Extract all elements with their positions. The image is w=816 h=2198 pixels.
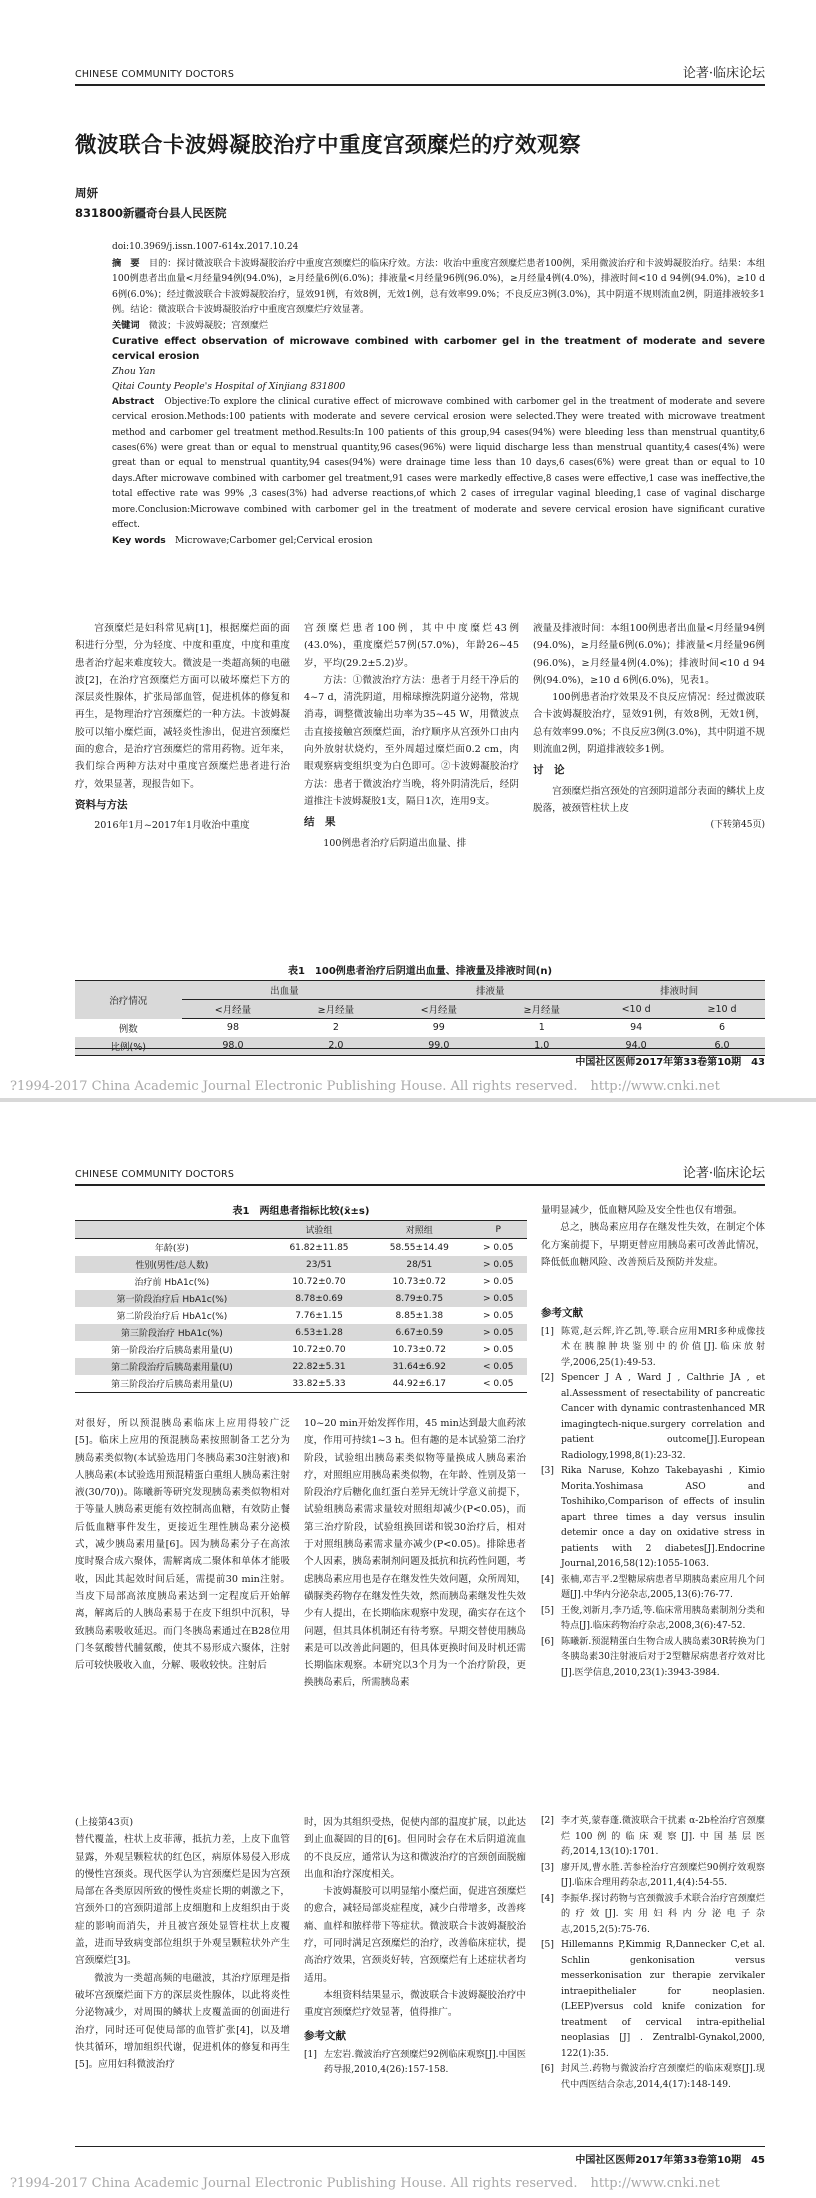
body-column-1-top [75, 1415, 290, 1809]
reference-item [541, 1464, 765, 1573]
running-header [75, 1160, 765, 1186]
table-2-header: 对照组 [369, 1221, 469, 1239]
table-cell: 1 [538, 1022, 545, 1034]
continued-from-note: (上接第43页) [75, 1817, 134, 1828]
table-row-label: 例数 [118, 1023, 138, 1035]
reference-number: [3] [541, 1862, 554, 1873]
reference-text: 李振华.探讨药物与宫颈微波手术联合治疗宫颈糜烂的疗效[J].实用妇科内分泌电子杂志,2015,2(5):75-76. [561, 1893, 765, 1935]
references-heading-bottom: 参考文献 [304, 2029, 346, 2042]
reference-item [541, 1604, 765, 1635]
doi: doi:10.3969/j.issn.1007-614x.2017.10.24 [112, 242, 299, 252]
table-cell: 6.53±1.28 [269, 1324, 369, 1341]
table-cell: 7.76±1.15 [295, 1310, 343, 1321]
table-cell: 6.0 [679, 1037, 765, 1056]
table-cell: 2.0 [284, 1037, 387, 1056]
table-cell: > 0.05 [469, 1256, 527, 1273]
reference-item [541, 1861, 765, 1892]
table-cell: 98 [226, 1022, 239, 1034]
abstract-en-text: Objective:To explore the clinical curative effect of microwave combined with carbomer gel in the treatment of moderate and severe cervical erosion.Methods:100 patients with moderate and severe cervical erosion were selected.They were treated with microwave treatment method and carbomer gel treatment method.Results:In 100 patients of this group,94 cases(94%) were bleeding less than menstrual quantity,6 cases(6%) were great than or equal to menstrual quantity,96 cases(96%) were liquid discharge less than menstrual quantity,4 cases(4%) were great than or equal to menstrual quantity,94 cases(94%) were drainage time less than 10 days,6 cases(6%) were great than or equal to 10 days.After microwave combined with carbomer gel treatment,91 cases were markedly effective,8 cases were effective,1 case was ineffective,the total effective rate was 99% ,3 cases(3%) had adverse reactions,of which 2 cases of irregular vaginal bleeding,1 case of vaginal discharge more.Conclusion:Microwave combined with carbomer gel in the treatment of moderate and severe cervical erosion have significant curative effect. [112, 396, 765, 530]
table-cell: 6.67±0.59 [369, 1324, 469, 1341]
reference-text: 左宏岩.微波治疗宫颈糜烂92例临床观察[J].中国医药导报,2010,4(26):157-158. [324, 2049, 526, 2076]
reference-number: [4] [541, 1574, 554, 1585]
reference-item [541, 1635, 765, 1682]
table-row-label: 年龄(岁) [154, 1244, 189, 1254]
section-heading-methods: 资料与方法 [75, 798, 128, 811]
body-column-2 [304, 620, 519, 960]
affiliation: 831800新疆奇台县人民医院 [75, 206, 227, 220]
table-row [75, 1324, 527, 1341]
carbomer-paragraph: 卡波姆凝胶可以明显缩小糜烂面，促进宫颈糜烂的愈合，减轻局部炎症程度，减少白带增多，改善疼痛、血样和脓样带下等症状。微波联合卡波姆凝胶治疗，可同时满足宫颈糜烂的治疗，改善临床症状，提高治疗效果，宫颈炎好转，宫颈糜烂有上述症状者均适用。 [304, 1886, 526, 1984]
table-cell: > 0.05 [469, 1290, 527, 1307]
discussion-paragraph: 宫颈糜烂指宫颈处的宫颈阴道部分表面的鳞状上皮脱落，被颈管柱状上皮 [533, 785, 765, 814]
english-affiliation: Qitai County People's Hospital of Xinjiang 831800 [112, 381, 346, 393]
body-column-3 [533, 620, 765, 960]
table-row-label: 性别(男性/总人数) [75, 1256, 269, 1273]
reference-text: 李才英,蒙春蓬.微波联合干扰素 α-2b栓治疗宫颈糜烂100例的临床观察[J].中国基层医药,2014,13(10):1701. [561, 1816, 765, 1857]
final-paragraph: 本组资料结果显示，微波联合卡波姆凝胶治疗中重度宫颈糜烂疗效显著，值得推广。 [304, 1989, 526, 2019]
english-author: Zhou Yan [112, 365, 156, 377]
table-row [75, 1019, 765, 1037]
table-1-subhead: ≥10 d [679, 1000, 765, 1019]
body-column-2-bottom [304, 1814, 526, 2144]
table-1-subhead: <月经量 [182, 1000, 285, 1019]
table-cell: 58.55±14.49 [389, 1242, 449, 1253]
reference-text: Spencer J A , Ward J , Calthrie JA , et al.Assessment of resectability of pancreatic Cancer with dynamic contrastenhanced MR imagingtech-nique.surgery correlation and patient outcome[J].European Radiology,1998,8(1):23-32. [561, 1373, 765, 1461]
table-row-label: 治疗前 HbA1c(%) [134, 1278, 210, 1288]
table-cell: < 0.05 [469, 1358, 527, 1375]
microwave-paragraph: 微波为一类超高频的电磁波，其治疗原理是指破坏宫颈糜烂面下方的深层炎性腺体，以此将炎性分泌物减少，对周围的鳞状上皮覆盖面的创面进行治疗，同时还可促使局部的血管扩张[4]，以及增快其循环，增加组织代谢，促进机体的修复和再生[5]。应用妇科微波治疗 [75, 1972, 290, 2071]
english-title: Curative effect observation of microwave combined with carbomer gel in the treatment of moderate and severe cervical erosion [112, 335, 765, 362]
reference-number: [1] [304, 2049, 317, 2060]
keywords-cn [112, 318, 765, 334]
table-cell: > 0.05 [483, 1310, 514, 1321]
footer-text: 中国社区医师2017年第33卷第10期 45 [575, 2155, 765, 2166]
reference-item [541, 1814, 765, 1861]
section-label: 论著·临床论坛 [682, 66, 765, 81]
table-row-label: 第三阶段治疗后胰岛素用量(U) [75, 1375, 269, 1393]
reference-number: [5] [541, 1940, 554, 1950]
continued-note: (下转第45页) [710, 820, 765, 831]
copyright-line: ?1994-2017 China Academic Journal Electronic Publishing House. All rights reserved. http://www.cnki.net [10, 2176, 720, 2191]
table-row [75, 1375, 527, 1393]
table-cell: 1.0 [490, 1037, 593, 1056]
table-1-subhead: <10 d [593, 1000, 679, 1019]
table-cell: 23/51 [269, 1256, 369, 1273]
reference-text: Hillemanns P,Kimmig R,Dannecker C,et al. Schlin genkonisation versus messerkonisation zur therapie zervikaler intraepithelialer for neoplasien.(LEEP)versus cold knife conization for treatment of cervical intra-epithelial neoplasias [J] . Zentralbl-Gynakol,2000, 122(1):35. [561, 1940, 765, 2059]
reference-number: [6] [541, 2064, 554, 2074]
body-column-3-top [541, 1202, 765, 1271]
reference-item [541, 1892, 765, 1939]
reference-item [541, 1938, 765, 2062]
journal-name: CHINESE COMMUNITY DOCTORS [75, 69, 235, 80]
table-row-label: 比例(%) [75, 1037, 182, 1056]
page-footer [75, 1048, 765, 1068]
abstract-en [112, 395, 765, 534]
results-paragraph: 100例患者治疗后阴道出血量、排 [323, 837, 467, 849]
section-label: 论著·临床论坛 [682, 1166, 765, 1181]
reference-text: 陈曦新.预混精蛋白生物合成人胰岛素30R转换为门冬胰岛素30注射液后对于2型糖尿病患者疗效对比[J].医学信息,2010,23(1):3943-3984. [561, 1636, 765, 1678]
table-row [75, 1239, 527, 1257]
section-heading-results: 结 果 [304, 816, 336, 829]
abstract-en-label: Abstract [112, 396, 155, 407]
running-header [75, 60, 765, 86]
reference-number: [3] [541, 1466, 554, 1476]
methods-paragraph: 2016年1月~2017年1月收治中重度 [94, 820, 250, 832]
table-1-subhead: ≥月经量 [490, 1000, 593, 1019]
table-row [75, 1341, 527, 1358]
table-2-caption: 表1 两组患者指标比较(x̄±s) [232, 1206, 370, 1217]
reference-item [541, 2062, 765, 2093]
reference-number: [2] [541, 1373, 554, 1383]
references-heading: 参考文献 [541, 1307, 583, 1319]
table-cell: 99 [432, 1022, 445, 1034]
results-continued: 液量及排液时间：本组100例患者出血量<月经量94例(94.0%)，≥月经量6例(6.0%)；排液量<月经量96例(96.0%)，≥月经量4例(4.0%)；排液时间<10 d 94例(94.0%)，≥10 d 6例(6.0%)，见表1。 [533, 623, 765, 686]
table-cell: 22.82±5.31 [269, 1358, 369, 1375]
reference-item [541, 1325, 765, 1372]
table-cell: 8.85±1.38 [395, 1310, 444, 1321]
abstract-cn-text: 目的：探讨微波联合卡波姆凝胶治疗中重度宫颈糜烂的临床疗效。方法：收治中重度宫颈糜烂患者100例，采用微波治疗和卡波姆凝胶治疗。结果：本组100例患者出血量<月经量94例(94.0%)，≥月经量6例(6.0%)；排液量<月经量96例(96.0%)，≥月经量4例(4.0%)，排液时间<10 d 94例(94.0%)，≥10 d 6例(6.0%)；经过微波联合卡波姆凝胶治疗，显效91例，有效8例，无效1例，总有效率99.0%；不良反应3例(3.0%)，其中阴道不规则流血2例，阴道排液较多1例。结论：微波联合卡波姆凝胶治疗中重度宫颈糜烂疗效显著。 [112, 257, 766, 316]
body-column-1-bottom [75, 1814, 290, 2144]
author-name: 周妍 [75, 186, 98, 200]
table-row-label: 第二阶段治疗后 HbA1c(%) [116, 1312, 228, 1322]
table-cell: 10.72±0.70 [292, 1276, 346, 1287]
table-cell: 98.0 [182, 1037, 285, 1056]
reference-item [541, 1371, 765, 1464]
treatment-paragraph: 方法：①微波治疗方法：患者于月经干净后的4~7 d，清洗阴道，用棉球擦洗阴道分泌物，常规消毒，调整微波输出功率为35~45 W，用微波点击直接接触宫颈糜烂面，治疗顺序从宫颈外口由内向外放射状烧灼，至外周超过糜烂面0.2 cm，肉眼观察病变组织变为白色即可。②卡波姆凝胶治疗方法：患者于微波治疗当晚，将外阴清洗后，经阴道推注卡波姆凝胶1支，隔日1次，连用9支。 [304, 674, 519, 807]
table-cell: 8.78±0.69 [269, 1290, 369, 1307]
section-heading-discussion: 讨 论 [533, 764, 565, 777]
page-footer [75, 2146, 765, 2166]
body-column-2-top [304, 1415, 526, 1809]
keywords-en-label: Key words [112, 535, 166, 547]
table-cell: 94 [630, 1022, 643, 1034]
table-row [75, 1358, 527, 1375]
table-cell: 44.92±6.17 [369, 1375, 469, 1393]
table-row-label: 第三阶段治疗 HbA1c(%) [75, 1324, 269, 1341]
table-cell: 10.72±0.70 [292, 1344, 346, 1355]
table-cell: > 0.05 [469, 1324, 527, 1341]
table-row-label: 第一阶段治疗后 HbA1c(%) [75, 1290, 269, 1307]
table-cell: 10.73±0.72 [392, 1276, 446, 1287]
conclusion-fragment: 量明显减少，低血糖风险及安全性也仅有增强。 [541, 1205, 743, 1216]
keywords-en-text: Microwave;Carbomer gel;Cervical erosion [174, 535, 373, 547]
reference-text: Rika Naruse, Kohzo Takebayashi , Kimio Morita.Yoshimasa ASO and Toshihiko,Comparison of effects of insulin apart three times a day versus insulin detemir once a day on oxidative stress in patients with 2 diabetes[J].Endocrine Journal,2016,58(12):1055-1063. [561, 1466, 765, 1569]
abstract-label: 摘 要 [112, 257, 140, 269]
summary-paragraph: 总之，胰岛素应用存在继发性失效，在制定个体化方案前提下，早期更替应用胰岛素可改善此情况，降低低血糖风险、改善预后及预防并发症。 [541, 1222, 765, 1268]
table-cell: 2 [332, 1022, 339, 1034]
table-cell: > 0.05 [483, 1344, 514, 1355]
table-cell: 61.82±11.85 [289, 1242, 349, 1253]
intro-paragraph: 宫颈糜烂是妇科常见病[1]，根据糜烂面的面积进行分型，分为轻度、中度和重度，中度和重度患者治疗起来难度较大。微波是一类超高频的电磁波[2]，在治疗宫颈糜烂方面可以破坏糜烂下方的深层炎性腺体，扩张局部血管，促进机体的修复和再生，是物理治疗宫颈糜烂的一种方法。卡波姆凝胶可以缩小糜烂面，减轻炎性渗出，促进宫颈糜烂面的愈合，是治疗宫颈糜烂的常用药物。近年来，我们综合两种方法对中重度宫颈糜烂患者进行治疗，效果显著，现报告如下。 [75, 623, 290, 790]
table-cell: > 0.05 [483, 1242, 514, 1253]
references-top [541, 1302, 765, 1681]
keywords-label: 关键词 [112, 319, 140, 331]
reference-text: 陈霓,赵云辉,许乙凯,等.联合应用MRI多种成像技术在胰腺肿块鉴别中的价值[J].临床放射学,2006,25(1):49-53. [561, 1326, 765, 1368]
table-cell: 99.0 [387, 1037, 490, 1056]
insulin-paragraph: 对很好，所以预混胰岛素临床上应用得较广泛[5]。临床上应用的预混胰岛素按照制备工艺分为胰岛素类似物(本试验选用门冬胰岛素30注射液)和人胰岛素(本试验选用预混精蛋白重组人胰岛素注射液(30/70))。陈曦新等研究发现胰岛素类似物相对于等量人胰岛素更能有效控制高血糖，有效防止餐后低血糖事件发生，更接近生理性胰岛素分泌模式，减少胰岛素用量[6]。因为胰岛素分子在高浓度时聚合成六聚体，需解离成二聚体和单体才能吸收，因此其起效时间后延，需提前30 min注射。当皮下局部高浓度胰岛素达到一定程度后开始解离，解离后的人胰岛素易于在皮下组织中沉积，导致胰岛素吸收延迟。而门冬胰岛素通过在B28位用门冬氨酸替代脯氨酸，使其不易形成六聚体，注射后可较快吸收入血，分解、吸收较快。注射后 [75, 1418, 290, 1672]
table-cell: 28/51 [369, 1256, 469, 1273]
reference-number: [6] [541, 1636, 554, 1647]
insulin-paragraph-2: 10~20 min开始发挥作用，45 min达到最大血药浓度，作用可持续1~3 h。但有趣的是本试验第二治疗阶段，试验组出胰岛素类似物等量换成人胰岛素治疗，对照组应用胰岛素类似物，在年龄、性别及第一阶段治疗后糖化血红蛋白差异无统计学意义前提下，试验组胰岛素需求量较对照组却减少(P<0.05)，而第三治疗阶段，试验组换回诺和锐30治疗后，相对于对照组胰岛素需求量亦减少(P<0.05)。排除患者个人因素，胰岛素制剂问题及抵抗和抗药性问题，考虑胰岛素应用也是存在继发性失效问题，众所周知，磺脲类药物存在继发性失效，然而胰岛素继发性失效少有人提出，在长期临床观察中发现，确实存在这个问题，但其具体机制还有待考察。早期交替使用胰岛素是可以改善此问题的，但具体更换时间及时机还需长期临床观察。本研究以3个月为一个治疗阶段，更换胰岛素后，所需胰岛素 [304, 1418, 526, 1689]
table-1-group: 排液时间 [593, 981, 765, 1000]
abstract-block [112, 240, 765, 549]
table-row [75, 1273, 527, 1290]
reference-text: 封风兰.药物与微波治疗宫颈糜烂的临床观察[J].现代中西医结合杂志,2014,4(17):148-149. [561, 2064, 765, 2090]
heat-paragraph: 时，因为其组织受热，促使内部的温度扩展，以此达到止血凝固的目的[6]。但同时会存在术后阴道流血的不良反应，通常认为这和微波治疗的宫颈创面脱痂出血和治疗深度相关。 [304, 1817, 526, 1880]
abstract-cn [112, 256, 765, 318]
article-title: 微波联合卡波姆凝胶治疗中重度宫颈糜烂的疗效观察 [75, 133, 582, 158]
reference-item [304, 2048, 526, 2079]
table-2 [75, 1202, 527, 1393]
table-1-group: 排液量 [387, 981, 593, 1000]
journal-name: CHINESE COMMUNITY DOCTORS [75, 1169, 235, 1180]
table-1-subhead: <月经量 [387, 1000, 490, 1019]
table-cell: > 0.05 [483, 1276, 514, 1287]
table-cell: 8.79±0.75 [369, 1290, 469, 1307]
table-row [75, 1307, 527, 1324]
keywords-en [112, 533, 765, 549]
table-row-label: 第一阶段治疗后胰岛素用量(U) [111, 1346, 233, 1356]
table-cell: 10.73±0.72 [392, 1344, 446, 1355]
table-cell: < 0.05 [469, 1375, 527, 1393]
efficacy-paragraph: 100例患者治疗效果及不良反应情况：经过微波联合卡波姆凝胶治疗，显效91例，有效8例，无效1例，总有效率99.0%；不良反应3例(3.0%)，其中阴道不规则流血2例，阴道排液较多1例。 [533, 692, 765, 756]
table-cell: 6 [719, 1022, 726, 1034]
keywords-cn-text: 微波；卡波姆凝胶；宫颈糜烂 [148, 319, 269, 331]
table-cell: 31.64±6.92 [369, 1358, 469, 1375]
journal-page-43 [0, 0, 816, 1098]
table-1-caption: 表1 100例患者治疗后阴道出血量、排液量及排液时间(n) [287, 966, 553, 977]
copyright-line: ?1994-2017 China Academic Journal Electronic Publishing House. All rights reserved. http://www.cnki.net [10, 1079, 720, 1094]
table-cell: 94.0 [593, 1037, 679, 1056]
table-1-subhead: ≥月经量 [284, 1000, 387, 1019]
reference-text: 廖开凤,曹水胜.苦参栓治疗宫颈糜烂90例疗效观察[J].临床合理用药杂志,2011,4(4):54-55. [561, 1862, 765, 1888]
journal-page-45 [0, 1102, 816, 2198]
reference-text: 王俊,刘新月,李乃适,等.临床常用胰岛素制剂分类和特点[J].临床药物治疗杂志,2008,3(6):47-52. [561, 1605, 765, 1631]
reference-number: [5] [541, 1605, 554, 1616]
references-bottom [541, 1814, 765, 2144]
body-column-1 [75, 620, 290, 960]
table-1-row-header: 治疗情况 [75, 981, 182, 1019]
reference-number: [1] [541, 1326, 554, 1337]
reference-number: [4] [541, 1893, 554, 1904]
table-2-header: 试验组 [269, 1221, 369, 1239]
patients-paragraph: 宫颈糜烂患者100例，其中中度糜烂43例(43.0%)，重度糜烂57例(57.0%)，年龄26~45岁，平均(29.2±5.2)岁。 [304, 623, 519, 669]
reference-number: [2] [541, 1816, 554, 1826]
table-2-header [75, 1221, 269, 1239]
table-cell: 33.82±5.33 [269, 1375, 369, 1393]
table-1-group: 出血量 [182, 981, 388, 1000]
table-2-header: P [469, 1221, 527, 1239]
reference-text: 张楠,邓吉平.2型糖尿病患者早期胰岛素应用几个问题[J].中华内分泌杂志,2005,13(6):76-77. [561, 1574, 765, 1600]
table-row [75, 1256, 527, 1273]
table-row-label: 第二阶段治疗后胰岛素用量(U) [75, 1358, 269, 1375]
footer-text: 中国社区医师2017年第33卷第10期 43 [575, 1057, 765, 1068]
table-1 [75, 962, 765, 1056]
erosion-paragraph: 替代覆盖，柱状上皮菲薄，抵抗力差，上皮下血管显露，外观呈颗粒状的红色区，病原体易侵入形成的慢性宫颈炎。现代医学认为宫颈糜烂是因为宫颈局部在各类原因所致的慢性炎症长期的刺激之下，宫颈外口的宫颈阴道部上皮细胞和上皮组织由于炎症的影响而消失，并且被宫颈处显管柱状上皮覆盖，进而导致病变部位组织于外观呈颗粒状外产生宫颈糜烂[3]。 [75, 1834, 290, 1967]
reference-item [541, 1573, 765, 1604]
table-row [75, 1290, 527, 1307]
